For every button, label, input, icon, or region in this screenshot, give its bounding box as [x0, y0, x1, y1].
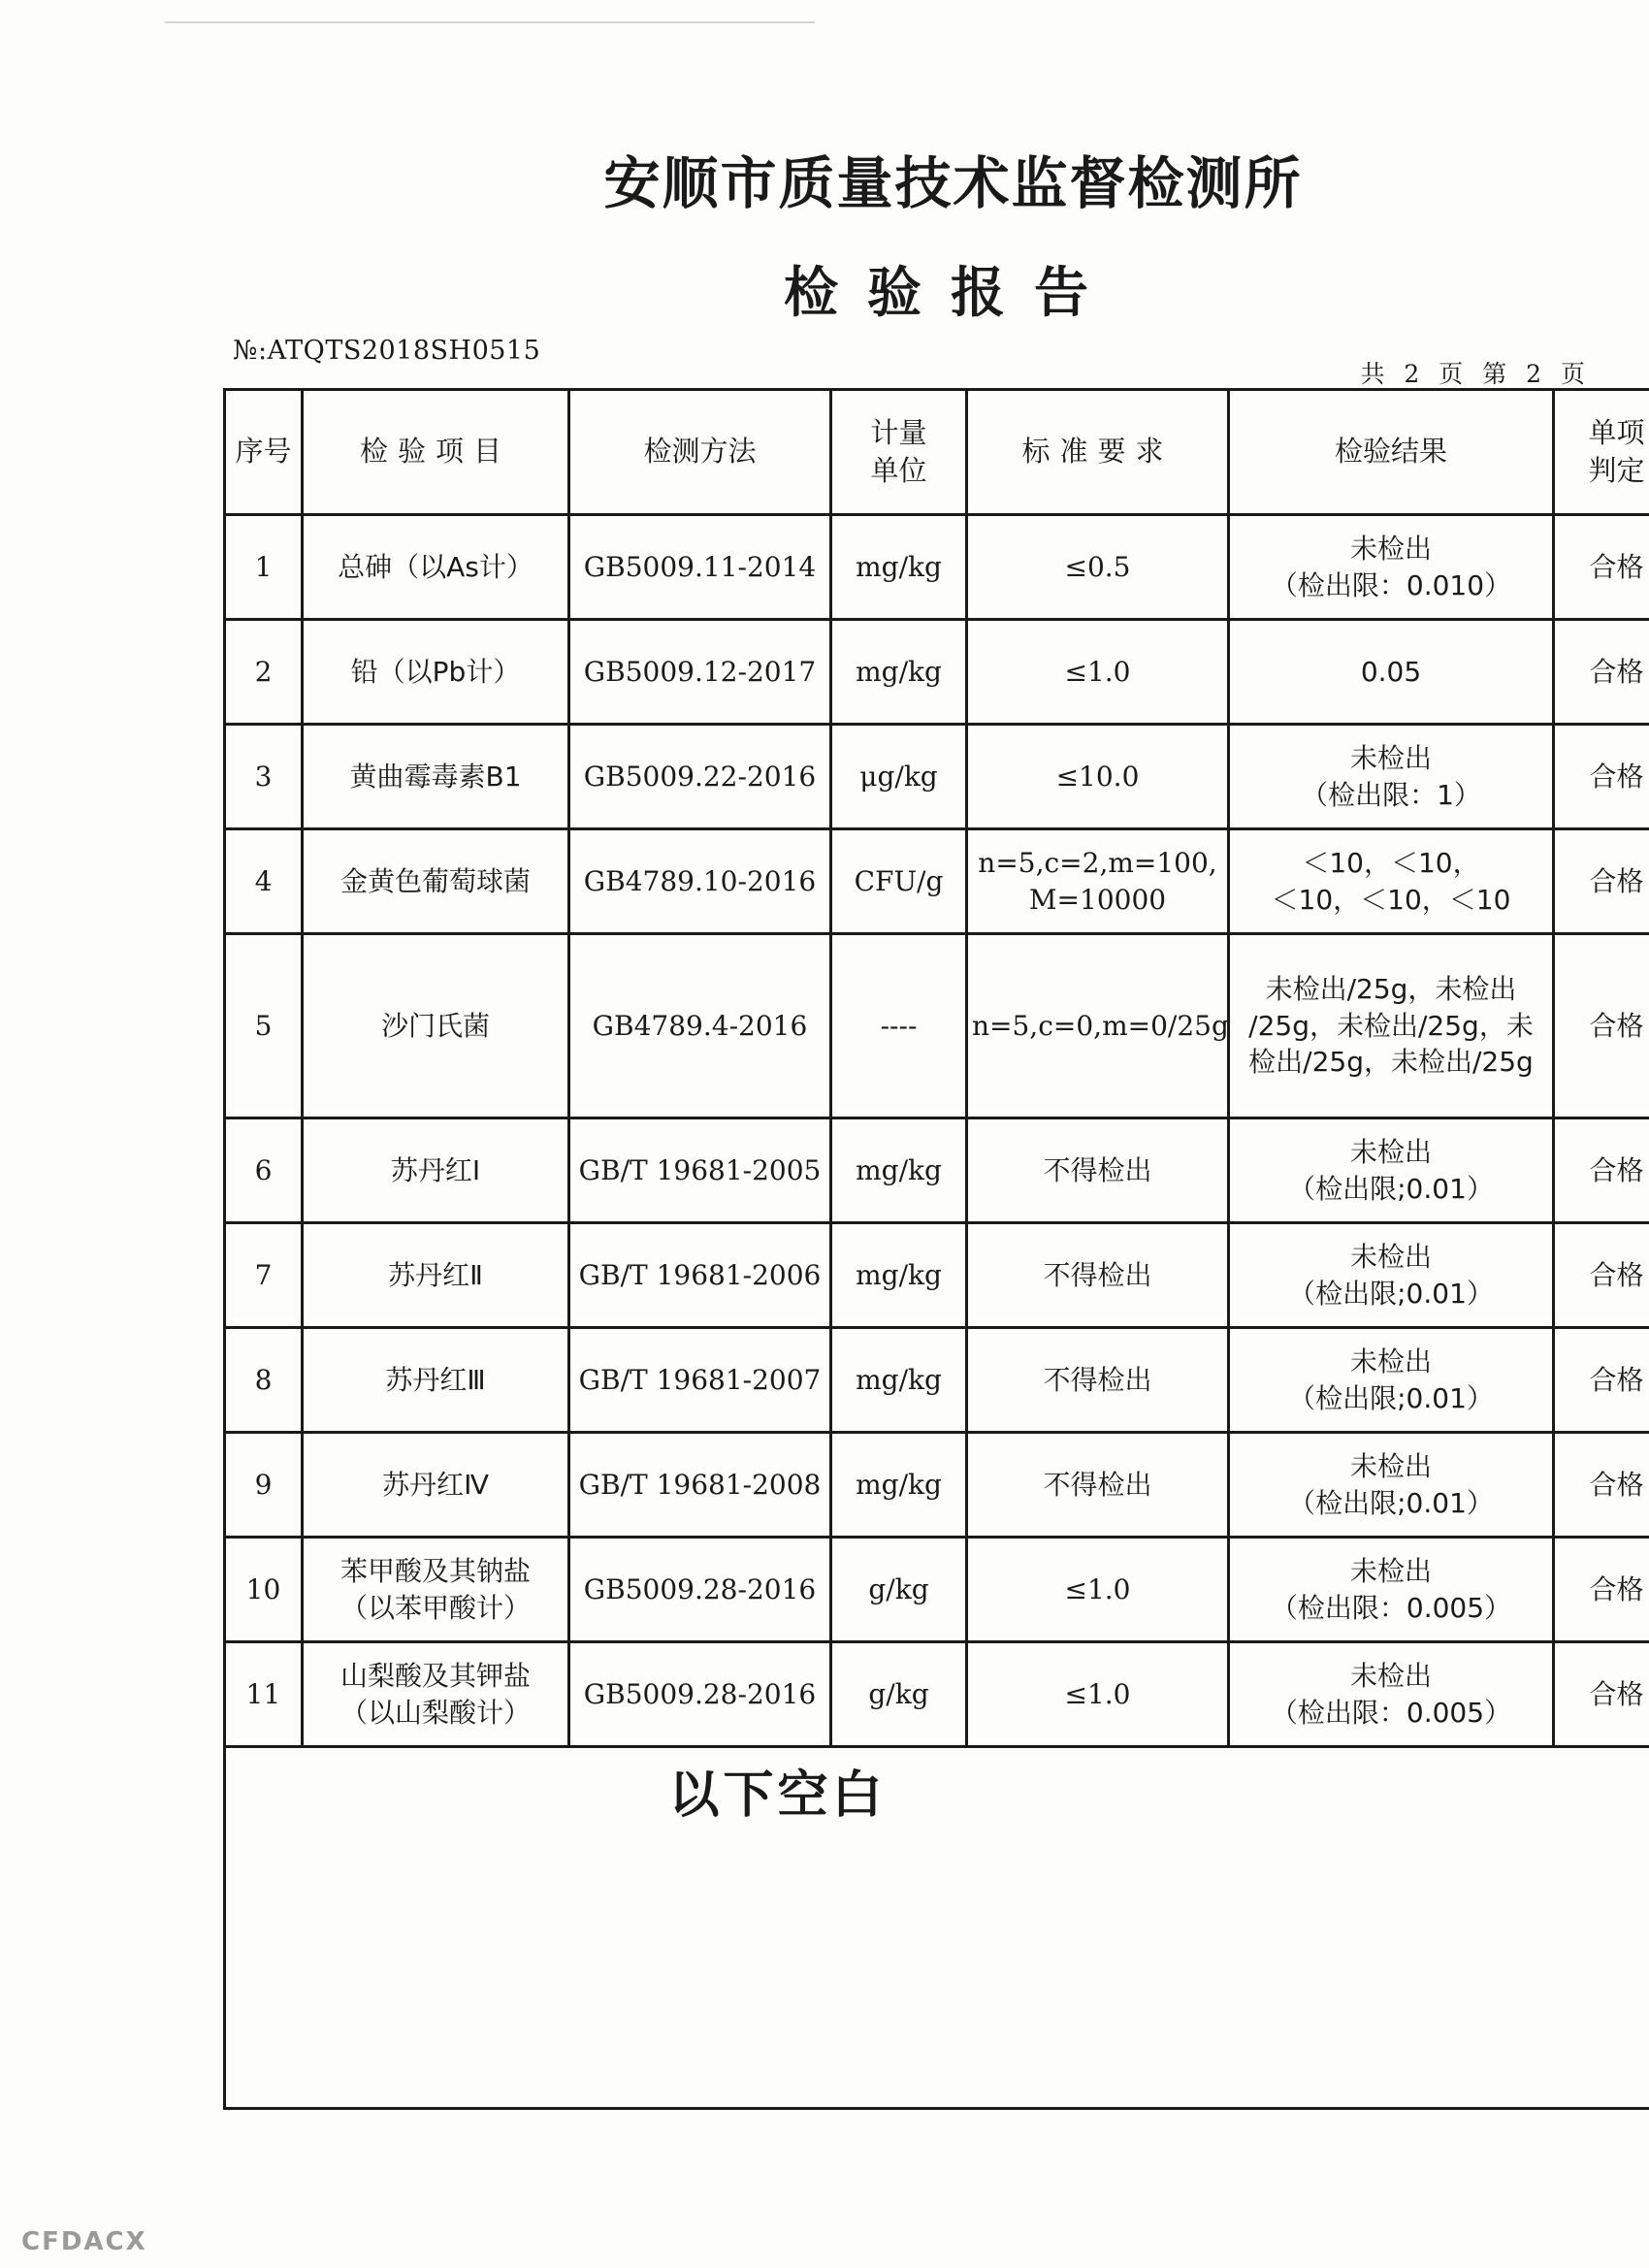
table-row [225, 1328, 1649, 1433]
cell-verdict: 合格 [1554, 515, 1649, 620]
cell-method: GB5009.12-2017 [569, 620, 831, 725]
cell-result: 未检出 （检出限;0.01） [1229, 1433, 1554, 1538]
header-unit [831, 390, 967, 515]
cell-requirement: n=5,c=2,m=100, M=10000 [967, 829, 1229, 934]
table-row [225, 1223, 1649, 1328]
cell-item: 铅（以Pb计） [303, 620, 569, 725]
cell-verdict: 合格 [1554, 1328, 1649, 1433]
table-row [225, 1433, 1649, 1538]
cell-item: 山梨酸及其钾盐 （以山梨酸计） [303, 1642, 569, 1747]
cell-unit: mg/kg [831, 1118, 967, 1223]
header-item: 检验项目 [303, 390, 569, 515]
cell-requirement: n=5,c=0,m=0/25g [967, 934, 1229, 1118]
blank-row [225, 1747, 1649, 2109]
cell-seq: 6 [225, 1118, 303, 1223]
cell-method: GB/T 19681-2006 [569, 1223, 831, 1328]
organization-title: 安顺市质量技术监督检测所 [603, 150, 1303, 216]
cell-unit: g/kg [831, 1538, 967, 1642]
table-row [225, 620, 1649, 725]
cell-result: ＜10，＜10， ＜10，＜10，＜10 [1229, 829, 1554, 934]
cell-seq: 4 [225, 829, 303, 934]
cell-requirement: 不得检出 [967, 1118, 1229, 1223]
cell-unit: g/kg [831, 1642, 967, 1747]
cell-requirement: 不得检出 [967, 1328, 1229, 1433]
cell-result: 未检出 （检出限：0.005） [1229, 1538, 1554, 1642]
watermark-logo: CFDACX [21, 2227, 147, 2256]
table-header-row [225, 390, 1649, 515]
cell-seq: 8 [225, 1328, 303, 1433]
header-unit-text: 计量单位 [870, 415, 927, 487]
cell-requirement: ≤1.0 [967, 620, 1229, 725]
cell-verdict: 合格 [1554, 934, 1649, 1118]
cell-verdict: 合格 [1554, 1223, 1649, 1328]
table-row [225, 1118, 1649, 1223]
table-row [225, 725, 1649, 829]
cell-verdict: 合格 [1554, 1538, 1649, 1642]
table-row [225, 934, 1649, 1118]
cell-verdict: 合格 [1554, 1642, 1649, 1747]
cell-requirement: ≤10.0 [967, 725, 1229, 829]
cell-unit: ---- [831, 934, 967, 1118]
header-verdict [1554, 390, 1649, 515]
header-seq: 序号 [225, 390, 303, 515]
cell-item: 黄曲霉毒素B1 [303, 725, 569, 829]
cell-item: 苏丹红Ⅳ [303, 1433, 569, 1538]
cell-unit: mg/kg [831, 1223, 967, 1328]
cell-method: GB/T 19681-2008 [569, 1433, 831, 1538]
cell-result: 未检出 （检出限;0.01） [1229, 1118, 1554, 1223]
cell-item: 苯甲酸及其钠盐 （以苯甲酸计） [303, 1538, 569, 1642]
cell-seq: 9 [225, 1433, 303, 1538]
cell-requirement: 不得检出 [967, 1223, 1229, 1328]
page-count: 共 2 页 第 2 页 [1360, 360, 1591, 388]
cell-seq: 11 [225, 1642, 303, 1747]
cell-verdict: 合格 [1554, 1433, 1649, 1538]
cell-verdict: 合格 [1554, 620, 1649, 725]
cell-unit: μg/kg [831, 725, 967, 829]
cell-unit: mg/kg [831, 1328, 967, 1433]
blank-note: 以下空白 [668, 1766, 887, 1825]
table-row [225, 515, 1649, 620]
cell-seq: 10 [225, 1538, 303, 1642]
cell-unit: CFU/g [831, 829, 967, 934]
table-row [225, 1538, 1649, 1642]
cell-seq: 2 [225, 620, 303, 725]
table-row [225, 829, 1649, 934]
cell-result: 未检出 （检出限;0.01） [1229, 1223, 1554, 1328]
cell-result: 0.05 [1229, 620, 1554, 725]
cell-result: 未检出 （检出限：0.005） [1229, 1642, 1554, 1747]
blank-area [225, 1747, 1649, 2109]
cell-unit: mg/kg [831, 515, 967, 620]
cell-item: 总砷（以As计） [303, 515, 569, 620]
report-number: №:ATQTS2018SH0515 [233, 336, 541, 366]
cell-seq: 3 [225, 725, 303, 829]
cell-requirement: ≤0.5 [967, 515, 1229, 620]
cell-method: GB4789.4-2016 [569, 934, 831, 1118]
cell-result: 未检出/25g，未检出 /25g，未检出/25g，未 检出/25g，未检出/25g [1229, 934, 1554, 1118]
cell-requirement: ≤1.0 [967, 1642, 1229, 1747]
cell-seq: 5 [225, 934, 303, 1118]
cell-requirement: 不得检出 [967, 1433, 1229, 1538]
cell-item: 苏丹红Ⅰ [303, 1118, 569, 1223]
scan-edge-line [165, 21, 815, 23]
cell-result: 未检出 （检出限：1） [1229, 725, 1554, 829]
cell-method: GB4789.10-2016 [569, 829, 831, 934]
header-requirement: 标准要求 [967, 390, 1229, 515]
cell-item: 沙门氏菌 [303, 934, 569, 1118]
cell-item: 金黄色葡萄球菌 [303, 829, 569, 934]
cell-method: GB5009.28-2016 [569, 1642, 831, 1747]
document-title: 检验报告 [784, 262, 1117, 325]
cell-result: 未检出 （检出限：0.010） [1229, 515, 1554, 620]
cell-verdict: 合格 [1554, 725, 1649, 829]
cell-method: GB5009.22-2016 [569, 725, 831, 829]
cell-method: GB5009.28-2016 [569, 1538, 831, 1642]
cell-method: GB/T 19681-2005 [569, 1118, 831, 1223]
header-result: 检验结果 [1229, 390, 1554, 515]
cell-seq: 7 [225, 1223, 303, 1328]
cell-verdict: 合格 [1554, 829, 1649, 934]
inspection-table [223, 388, 1649, 2110]
cell-unit: mg/kg [831, 620, 967, 725]
cell-result: 未检出 （检出限;0.01） [1229, 1328, 1554, 1433]
cell-item: 苏丹红Ⅲ [303, 1328, 569, 1433]
cell-method: GB/T 19681-2007 [569, 1328, 831, 1433]
cell-verdict: 合格 [1554, 1118, 1649, 1223]
table-row [225, 1642, 1649, 1747]
header-method: 检测方法 [569, 390, 831, 515]
cell-item: 苏丹红Ⅱ [303, 1223, 569, 1328]
cell-method: GB5009.11-2014 [569, 515, 831, 620]
header-verdict-text: 单项判定 [1588, 415, 1645, 487]
cell-unit: mg/kg [831, 1433, 967, 1538]
cell-requirement: ≤1.0 [967, 1538, 1229, 1642]
cell-seq: 1 [225, 515, 303, 620]
